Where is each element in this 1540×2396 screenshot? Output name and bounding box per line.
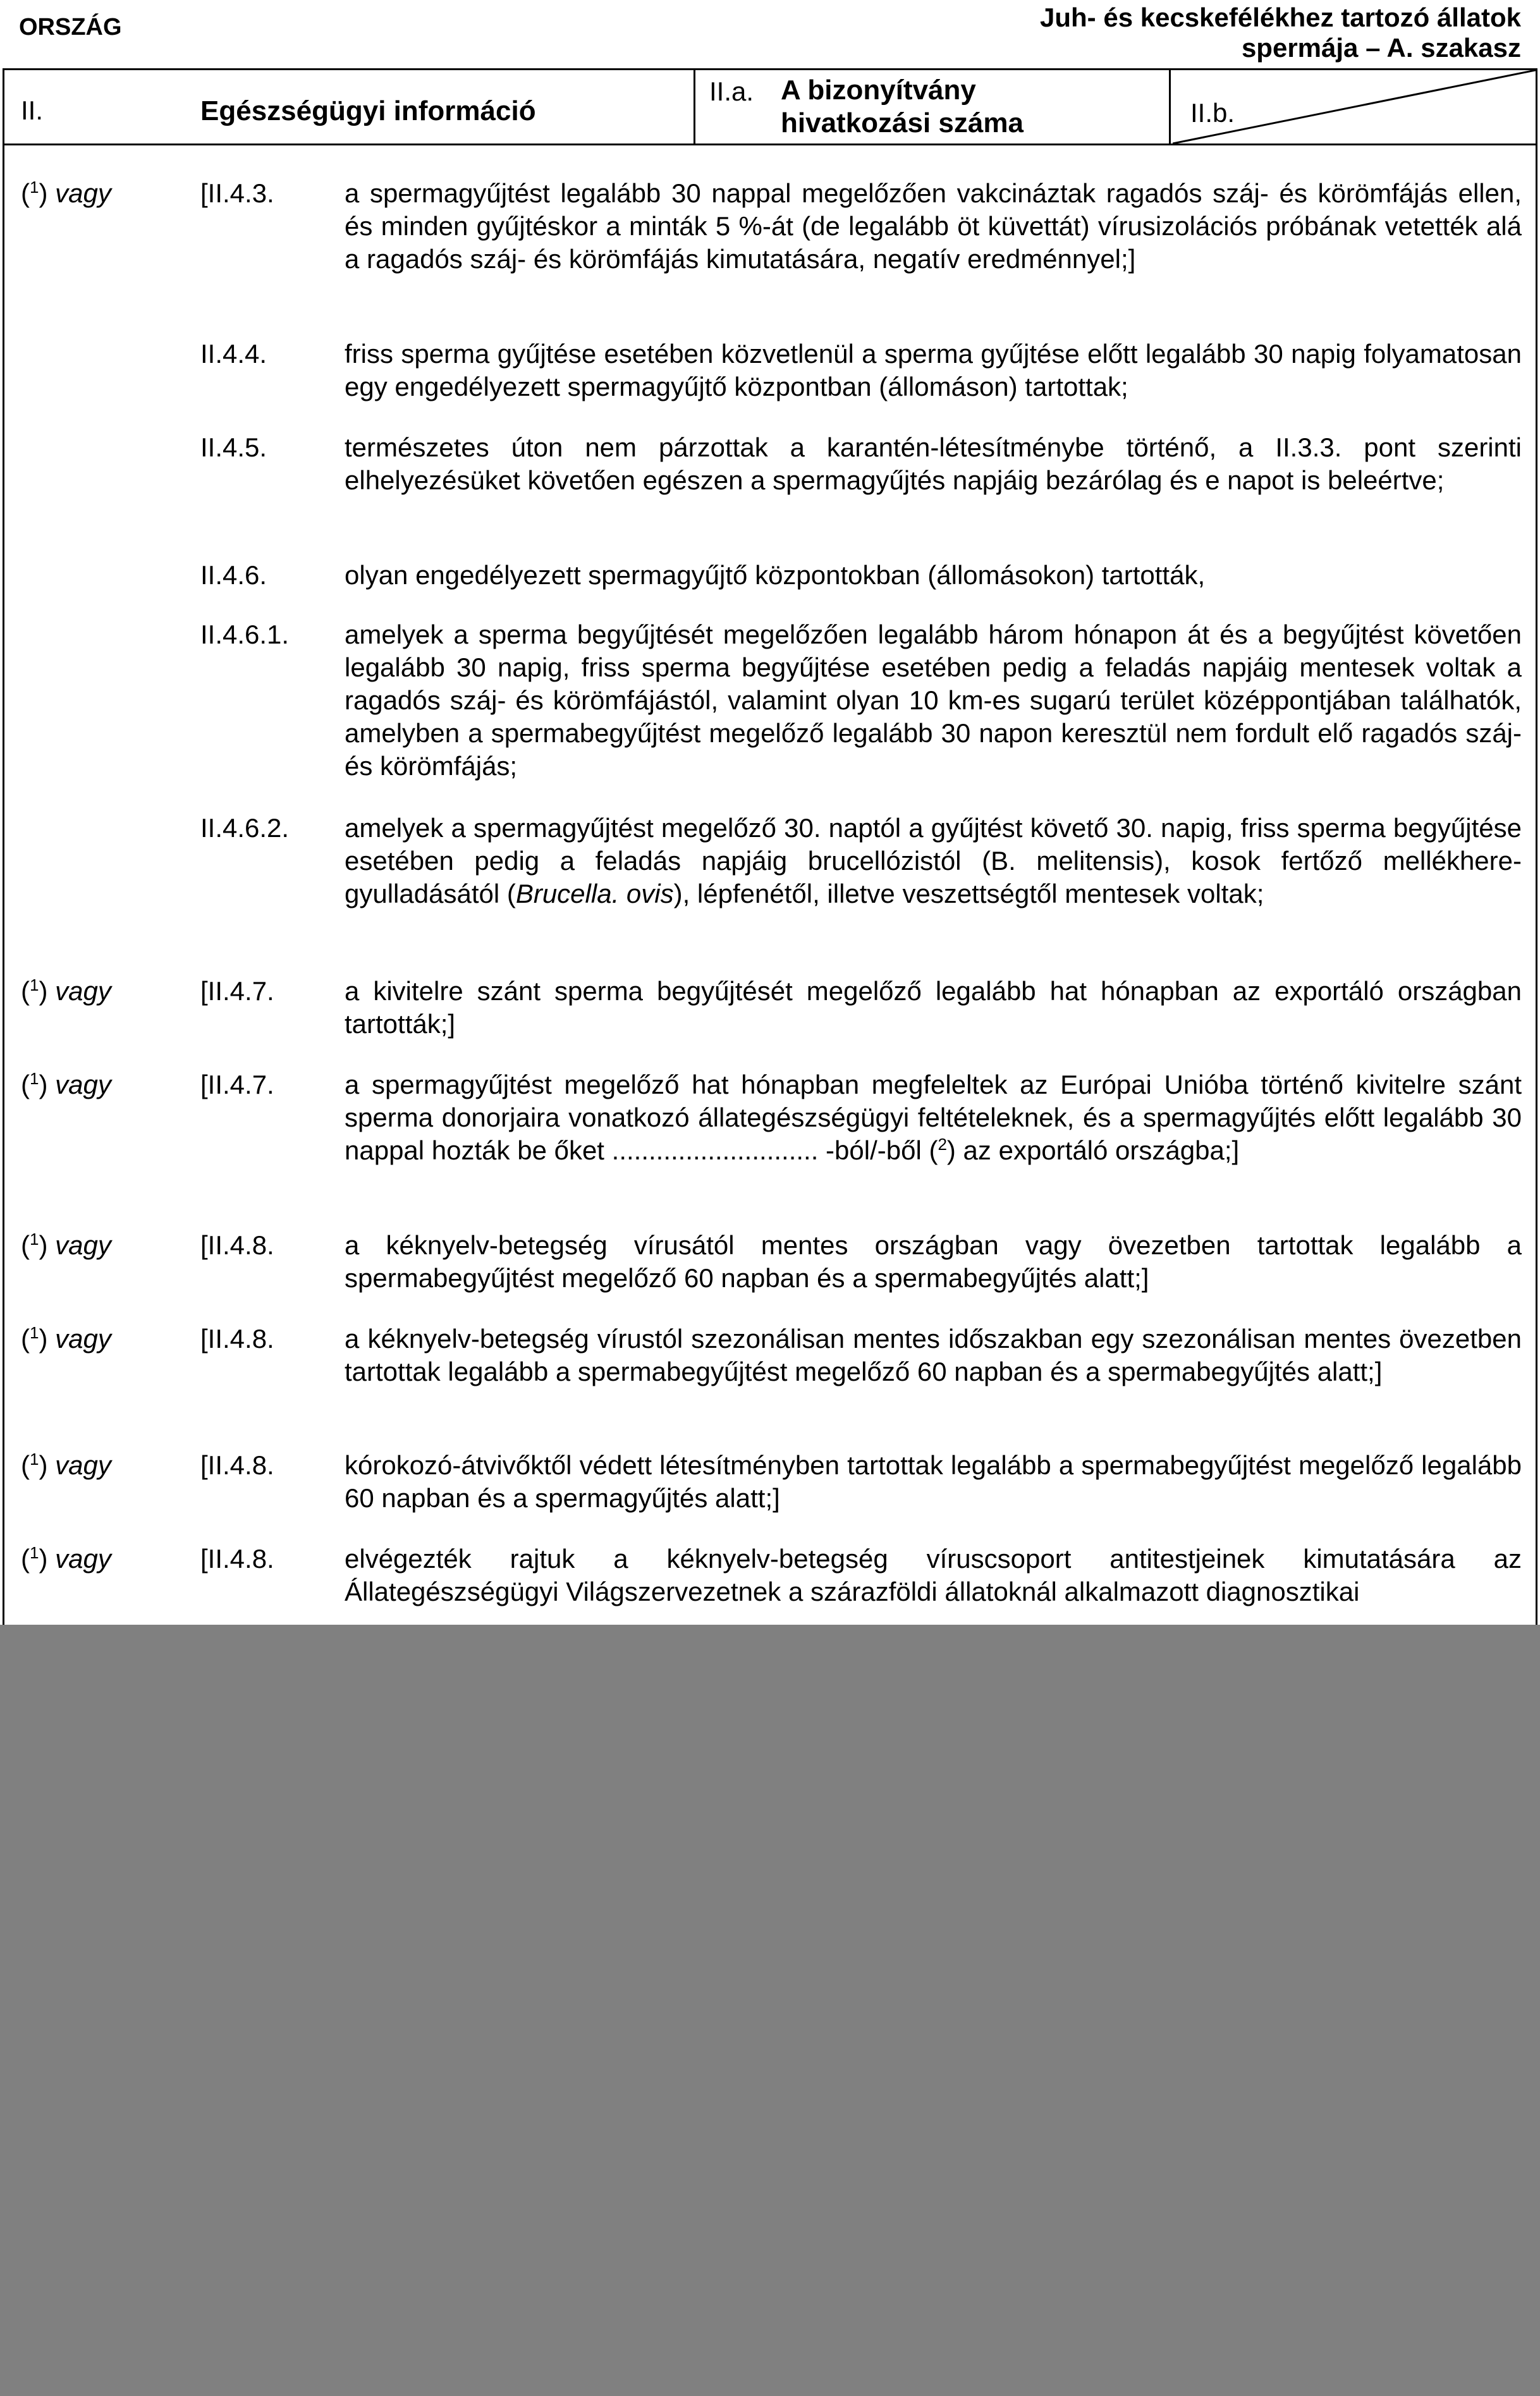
option-marker: ($^1$) vagy <box>21 975 111 1006</box>
iia-label: II.a. <box>709 76 754 106</box>
clause-text: a spermagyűjtést legalább 30 nappal megelőzően vakcináztak ragadós száj- és körömfájás ellen, és minden gyűjtéskor a minták 5 %-át (de legalább öt küvettát) vírusizolációs próbának vetették alá a ragadós száj- és körömfájás kimutatására, negatív eredménnyel;] <box>345 178 1522 274</box>
document-title <box>1040 3 1521 63</box>
option-marker: ($^1$) vagy <box>21 1230 111 1260</box>
clause-text: friss sperma gyűjtése esetében közvetlenül a sperma gyűjtése előtt legalább 30 napig folyamatosan egy engedélyezett spermagyűjtő központban (állomáson) tartottak; <box>345 339 1522 401</box>
option-marker: ($^1$) vagy <box>21 1323 111 1354</box>
redacted-area <box>0 1625 1540 2396</box>
clause-number: II.4.5. <box>200 432 267 462</box>
clause-text: a spermagyűjtést megelőző hat hónapban megfeleltek az Európai Unióba történő kivitelre szánt sperma donorjaira vonatkozó állategészségügyi feltételeknek, és a spermagyűjtés előtt legalább 30 nappal hozták be őket ............................ -ból/-ből ($^2$) az exportáló országba;] <box>345 1070 1522 1165</box>
clause-number: II.4.4. <box>200 339 267 369</box>
page-header <box>0 0 1540 68</box>
option-marker: ($^1$) vagy <box>21 1543 111 1574</box>
clause-number: [II.4.8. <box>200 1450 274 1480</box>
iib-label: II.b. <box>1190 98 1235 128</box>
reference-label-line1: A bizonyítvány <box>781 75 976 106</box>
clause-text: amelyek a spermagyűjtést megelőző 30. naptól a gyűjtést követő 30. napig, friss sperma begyűjtése esetében pedig a feladás napjáig brucellózistól (B. melitensis), kosok fertőző mellékhere-gyulladásától (Brucella. ovis), lépfenétől, illetve veszettségtől mentesek voltak; <box>345 813 1522 908</box>
section-title: Egészségügyi információ <box>200 95 536 126</box>
country-label: ORSZÁG <box>19 14 122 40</box>
section-number: II. <box>21 95 44 125</box>
clause-text: kórokozó-átvivőktől védett létesítményben tartottak legalább a spermabegyűjtést megelőző legalább 60 napban és a spermagyűjtés alatt;] <box>345 1450 1522 1513</box>
option-marker: ($^1$) vagy <box>21 1069 111 1099</box>
reference-label-line2: hivatkozási száma <box>781 107 1024 138</box>
document-title-line2: spermája – A. szakasz <box>1241 33 1521 63</box>
clause-number: [II.4.3. <box>200 178 274 208</box>
header-divider <box>1169 70 1171 144</box>
clause-number: II.4.6.1. <box>200 620 290 649</box>
clause-number: [II.4.7. <box>200 976 274 1006</box>
clause-text: olyan engedélyezett spermagyűjtő központokban (állomásokon) tartották, <box>345 560 1206 590</box>
reference-number-label <box>781 74 1024 140</box>
clause-text: természetes úton nem párzottak a karantén-létesítménybe történő, a II.3.3. pont szerinti elhelyezésüket követően egészen a spermagyűjtés napjáig bezárólag és e napot is beleértve; <box>345 432 1522 495</box>
clause-number: [II.4.8. <box>200 1544 274 1574</box>
clause-number: [II.4.8. <box>200 1324 274 1354</box>
header-divider <box>694 70 695 144</box>
document-title-line1: Juh- és kecskefélékhez tartozó állatok <box>1040 3 1521 32</box>
clause-list <box>3 145 1537 1625</box>
clause-number: [II.4.7. <box>200 1070 274 1099</box>
clause-number: [II.4.8. <box>200 1230 274 1260</box>
diagonal-line <box>1173 70 1536 144</box>
clause-text: a kivitelre szánt sperma begyűjtését megelőző legalább hat hónapban az exportáló országban tartották;] <box>345 976 1522 1039</box>
clause-text: amelyek a sperma begyűjtését megelőzően legalább három hónapon át és a begyűjtést követően legalább 30 napig, friss sperma begyűjtése esetében pedig a feladás napjáig mentesek voltak a ragadós száj- és körömfájástól, valamint olyan 10 km-es sugarú terület középpontjában találhatók, amelyben a spermabegyűjtést megelőző legalább 30 napon keresztül nem fordult elő ragadós száj- és körömfájás; <box>345 620 1522 781</box>
clause-text: a kéknyelv-betegség vírusától mentes országban vagy övezetben tartottak legalább a spermabegyűjtést megelőző 60 napban és a spermabegyűjtés alatt;] <box>345 1230 1522 1293</box>
clause-text: elvégezték rajtuk a kéknyelv-betegség víruscsoport antitestjeinek kimutatására az Állategészségügyi Világszervezetnek a szárazföldi állatoknál alkalmazott diagnosztikai <box>345 1544 1522 1606</box>
section-header-table <box>3 68 1537 145</box>
clause-number: II.4.6. <box>200 560 267 590</box>
option-marker: ($^1$) vagy <box>21 1450 111 1480</box>
clause-text: a kéknyelv-betegség vírustól szezonálisan mentes időszakban egy szezonálisan mentes övezetben tartottak legalább a spermabegyűjtést megelőző 60 napban és a spermabegyűjtés alatt;] <box>345 1324 1522 1386</box>
clause-number: II.4.6.2. <box>200 813 290 843</box>
option-marker: ($^1$) vagy <box>21 178 111 208</box>
